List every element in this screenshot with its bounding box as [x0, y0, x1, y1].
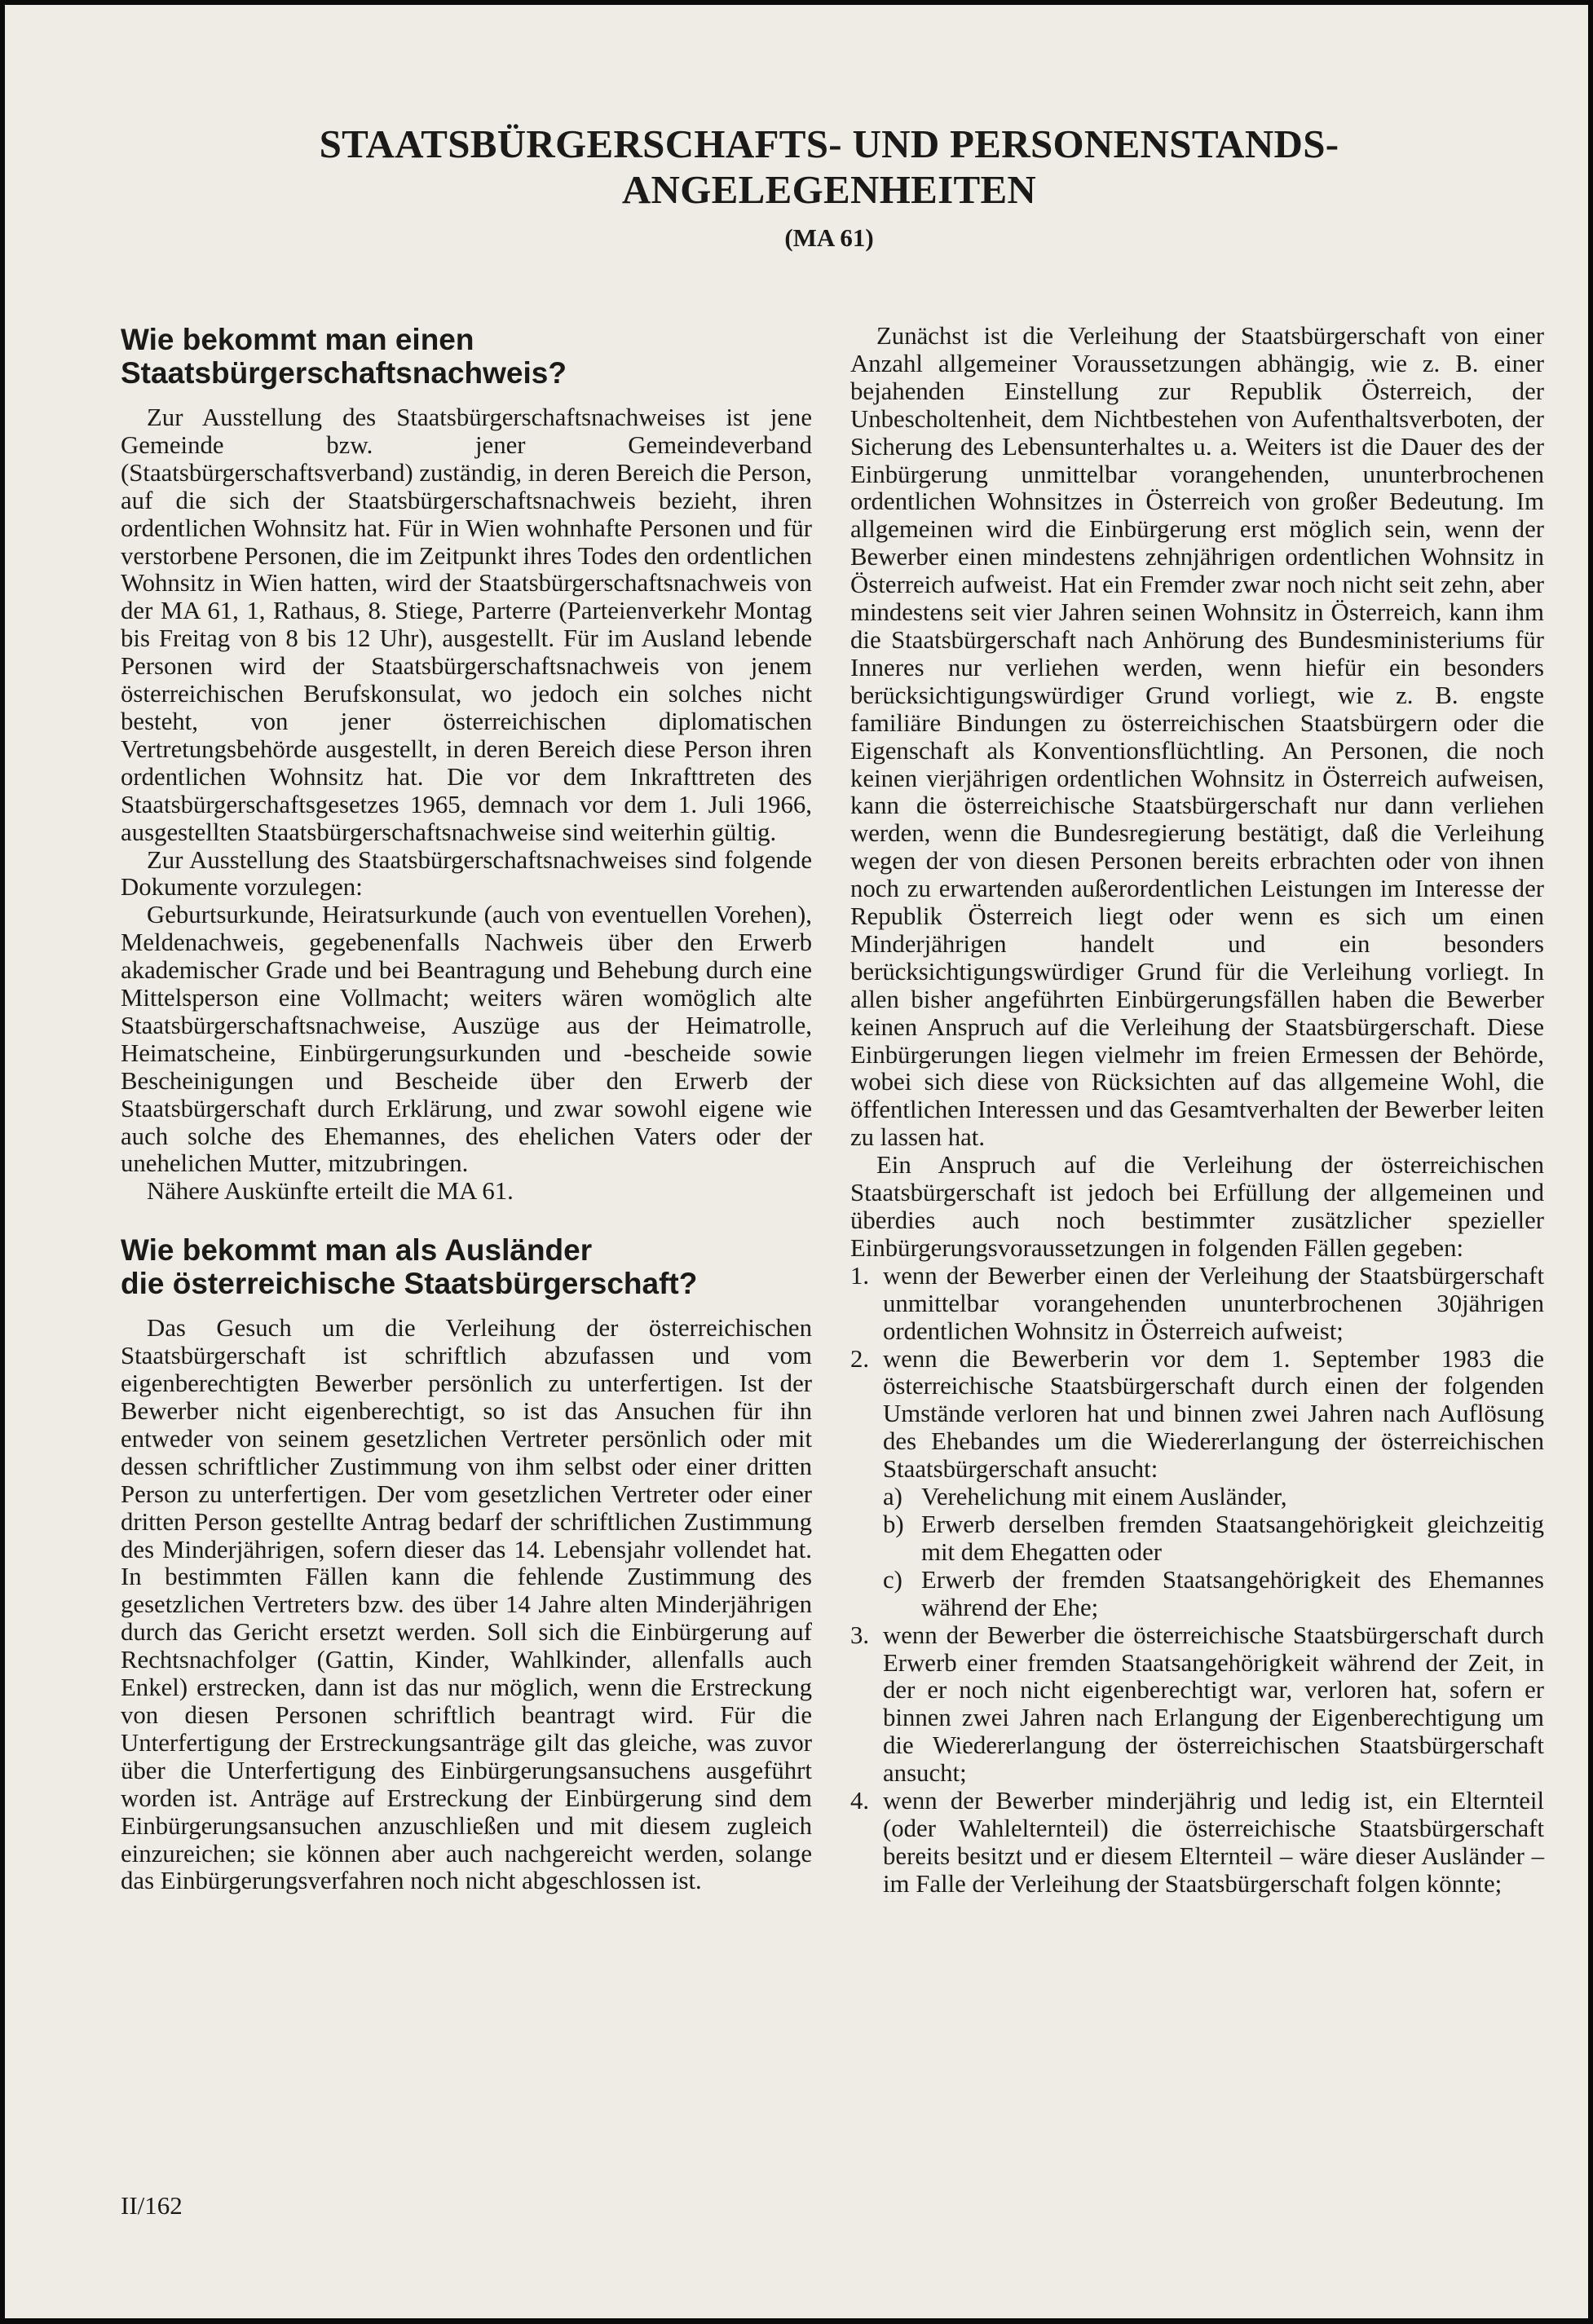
- paragraph: Zur Ausstellung des Staatsbürgerschaftsnachweises ist jene Gemeinde bzw. jener Gemeindeverband (Staatsbürgerschaftsverband) zuständig, in deren Bereich die Person, auf die sich der Staatsbürgerschaftsnachweis bezieht, ihren ordentlichen Wohnsitz hat. Für in Wien wohnhafte Personen und für verstorbene Personen, die im Zeitpunkt ihres Todes den ordentlichen Wohnsitz in Wien hatten, wird der Staatsbürgerschaftsnachweis von der MA 61, 1, Rathaus, 8. Stiege, Parterre (Parteienverkehr Montag bis Freitag von 8 bis 12 Uhr), ausgestellt. Für im Ausland lebende Personen wird der Staatsbürgerschaftsnachweis von jenem österreichischen Berufskonsulat, wo jedoch ein solches nicht besteht, von jener österreichischen diplomatischen Vertretungsbehörde ausgestellt, in deren Bereich diese Person ihren ordentlichen Wohnsitz hat. Die vor dem Inkrafttreten des Staatsbürgerschaftsgesetzes 1965, demnach vor dem 1. Juli 1966, ausgestellten Staatsbürgerschaftsnachweise sind weiterhin gültig.: [121, 404, 812, 846]
- heading-line: Wie bekommt man als Ausländer: [121, 1233, 593, 1268]
- sub-list-text: Verehelichung mit einem Ausländer,: [921, 1483, 1287, 1511]
- document-page: [5, 5, 1588, 2318]
- list-number: 3.: [850, 1621, 870, 1649]
- page-number: II/162: [121, 2191, 183, 2220]
- list-item: [850, 1788, 1544, 1898]
- paragraph: Geburtsurkunde, Heiratsurkunde (auch von eventuellen Vorehen), Meldenachweis, gegebenenfalls Nachweis über den Erwerb akademischer Grade und bei Beantragung und Behebung durch eine Mittelsperson eine Vollmacht; weiters wären womöglich alte Staatsbürgerschaftsnachweise, Auszüge aus der Heimatrolle, Heimatscheine, Einbürgerungsurkunden und -bescheide sowie Bescheinigungen und Bescheide über den Erwerb der Staatsbürgerschaft durch Erklärung, und zwar sowohl eigene wie auch solche des Ehemannes, des ehelichen Vaters oder der unehelichen Mutter, mitzubringen.: [121, 901, 812, 1178]
- title-line-1: STAATSBÜRGERSCHAFTS- UND PERSONENSTANDS-: [319, 121, 1339, 166]
- sub-list-letter: a): [883, 1483, 902, 1511]
- list-item: [850, 1263, 1544, 1346]
- sub-list-item: [883, 1484, 1544, 1511]
- list-item: [850, 1346, 1544, 1622]
- list-text: wenn die Bewerberin vor dem 1. September 1983 die österreichische Staatsbürgerschaft durch einen der folgenden Umstände verloren hat und binnen zwei Jahren nach Auflösung des Ehebandes um die Wiedererlangung der österreichischen Staatsbürgerschaft ansucht:: [883, 1344, 1544, 1484]
- list-number: 2.: [850, 1344, 870, 1373]
- heading-line: Staatsbürgerschaftsnachweis?: [121, 356, 567, 390]
- right-column: [850, 323, 1544, 1898]
- left-column: [121, 323, 812, 1895]
- conditions-list: [850, 1263, 1544, 1898]
- sub-conditions-list: [883, 1484, 1544, 1622]
- sub-list-text: Erwerb der fremden Staatsangehörigkeit des Ehemannes während der Ehe;: [921, 1565, 1544, 1621]
- list-text: wenn der Bewerber minderjährig und ledig ist, ein Elternteil (oder Wahlelternteil) die österreichische Staatsbürgerschaft bereits besitzt und er diesem Elternteil – wäre dieser Ausländer – im Falle der Verleihung der Staatsbürgerschaft folgen könnte;: [883, 1787, 1544, 1898]
- title-line-2: ANGELEGENHEITEN: [621, 167, 1037, 212]
- heading-line: die österreichische Staatsbürgerschaft?: [121, 1267, 698, 1301]
- paragraph: Nähere Auskünfte erteilt die MA 61.: [147, 1177, 514, 1206]
- heading-line: Wie bekommt man einen: [121, 323, 474, 356]
- page-title: [5, 121, 1593, 213]
- list-number: 1.: [850, 1261, 870, 1290]
- list-text: wenn der Bewerber einen der Verleihung der Staatsbürgerschaft unmittelbar vorangehenden ununterbrochenen 30jährigen ordentlichen Wohnsitz in Österreich aufweist;: [883, 1261, 1544, 1345]
- section-heading-nachweis: [121, 323, 812, 390]
- sub-list-letter: c): [883, 1565, 902, 1594]
- paragraph: Zunächst ist die Verleihung der Staatsbürgerschaft von einer Anzahl allgemeiner Voraussetzungen abhängig, wie z. B. einer bejahenden Einstellung zur Republik Österreich, der Unbescholtenheit, dem Nichtbestehen von Aufenthaltsverboten, der Sicherung des Lebensunterhaltes u. a. Weiters ist die Dauer des der Einbürgerung unmittelbar vorangehenden, ununterbrochenen ordentlichen Wohnsitzes in Österreich von großer Bedeutung. Im allgemeinen wird die Einbürgerung erst möglich sein, wenn der Bewerber einen mindestens zehnjährigen ordentlichen Wohnsitz in Österreich aufweist. Hat ein Fremder zwar noch nicht seit zehn, aber mindestens seit vier Jahren seinen Wohnsitz in Österreich, kann ihm die Staatsbürgerschaft nach Anhörung des Bundesministeriums für Inneres nur verliehen werden, wenn hiefür ein besonders berücksichtigungswürdiger Grund vorliegt, wie z. B. engste familiäre Bindungen zu österreichischen Staatsbürgern oder die Eigenschaft als Konventionsflüchtling. An Personen, die noch keinen vierjährigen ordentlichen Wohnsitz in Österreich aufweisen, kann die österreichische Staatsbürgerschaft nur dann verliehen werden, wenn die Bundesregierung bestätigt, daß die Verleihung wegen der von diesen Personen bereits erbrachten oder von ihnen noch zu erwartenden außerordentlichen Leistungen im Interesse der Republik Österreich liegt oder wenn es sich um einen Minderjährigen handelt und ein besonders berücksichtigungswürdiger Grund für die Verleihung vorliegt. In allen bisher angeführten Einbürgerungsfällen haben die Bewerber keinen Anspruch auf die Verleihung der Staatsbürgerschaft. Diese Einbürgerungen liegen vielmehr im freien Ermessen der Behörde, wobei sich diese von Rücksichten auf das allgemeine Wohl, die öffentlichen Interessen und das Gesamtverhalten der Bewerber leiten zu lassen hat.: [850, 322, 1544, 1152]
- sub-list-letter: b): [883, 1510, 904, 1538]
- list-text: wenn der Bewerber die österreichische Staatsbürgerschaft durch Erwerb einer fremden Staatsangehörigkeit während der Zeit, in der er noch nicht eigenberechtigt war, verloren hat, sofern er binnen zwei Jahren nach Erlangung der Eigenberechtigung um die Wiedererlangung der österreichischen Staatsbürgerschaft ansucht;: [883, 1621, 1544, 1788]
- paragraph: Ein Anspruch auf die Verleihung der österreichischen Staatsbürgerschaft ist jedoch bei Erfüllung der allgemeinen und überdies auch noch bestimmter zusätzlicher spezieller Einbürgerungsvoraussetzungen in folgenden Fällen gegeben:: [850, 1151, 1544, 1262]
- list-number: 4.: [850, 1787, 870, 1815]
- sub-list-item: [883, 1511, 1544, 1567]
- paragraph: Das Gesuch um die Verleihung der österreichischen Staatsbürgerschaft ist schriftlich abzufassen und vom eigenberechtigten Bewerber persönlich zu unterfertigen. Ist der Bewerber nicht eigenberechtigt, so ist das Ansuchen für ihn entweder von seinem gesetzlichen Vertreter persönlich oder mit dessen schriftlicher Zustimmung von ihm selbst oder einer dritten Person zu unterfertigen. Der vom gesetzlichen Vertreter oder einer dritten Person gestellte Antrag bedarf der schriftlichen Zustimmung des Minderjährigen, sofern dieser das 14. Lebensjahr vollendet hat. In bestimmten Fällen kann die fehlende Zustimmung des gesetzlichen Vertreters bzw. des über 14 Jahre alten Minderjährigen durch das Gericht ersetzt werden. Soll sich die Einbürgerung auf Rechtsnachfolger (Gattin, Kinder, Wahlkinder, allenfalls auch Enkel) erstrecken, dann ist das nur möglich, wenn die Erstreckung von diesen Personen schriftlich beantragt wird. Für die Unterfertigung der Erstreckungsanträge gilt das gleiche, was zuvor über die Unterfertigung des Einbürgerungsansuchens ausgeführt worden ist. Anträge auf Erstreckung der Einbürgerung sind dem Einbürgerungsansuchen anzuschließen und mit diesem zugleich einzureichen; sie können aber auch nachgereicht werden, solange das Einbürgerungsverfahren noch nicht abgeschlossen ist.: [121, 1314, 812, 1895]
- page-subtitle: (MA 61): [784, 223, 874, 252]
- sub-list-item: [883, 1567, 1544, 1622]
- paragraph: Zur Ausstellung des Staatsbürgerschaftsnachweises sind folgende Dokumente vorzulegen:: [121, 845, 812, 902]
- sub-list-text: Erwerb derselben fremden Staatsangehörigkeit gleichzeitig mit dem Ehegatten oder: [921, 1510, 1544, 1566]
- list-item: [850, 1622, 1544, 1788]
- section-heading-auslaender: [121, 1233, 812, 1300]
